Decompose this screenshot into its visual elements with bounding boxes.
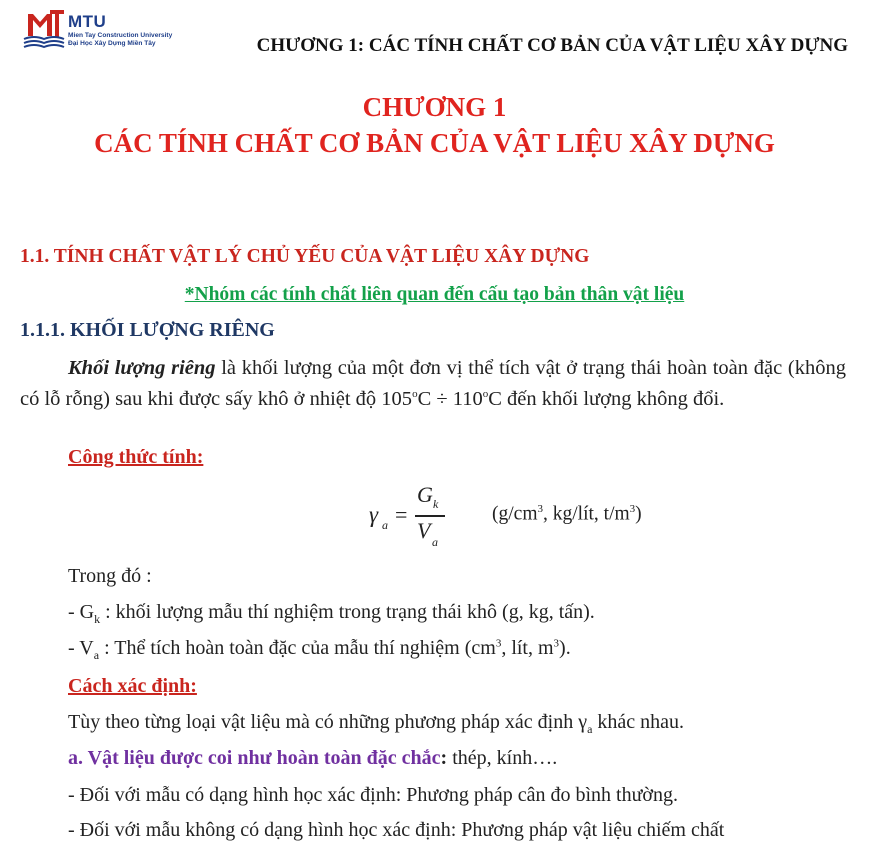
- group-heading: *Nhóm các tính chất liên quan đến cấu tạo bản thân vật liệu: [184, 284, 685, 305]
- method-text: Tùy theo từng loại vật liệu mà có những phương pháp xác định $\gamma_a$ khác nhau.: [68, 711, 685, 736]
- item-a-label: a. Vật liệu được coi như hoàn toàn đặc chắc: [68, 747, 441, 769]
- formula-numerator: G: [417, 482, 433, 507]
- formula-denominator-sub: a: [432, 535, 438, 549]
- chapter-number: CHƯƠNG 1: [362, 92, 507, 122]
- fraction-bar: [415, 515, 445, 517]
- bullet-geometric-sample: - Đối với mẫu có dạng hình học xác định: Phương pháp cân đo bình thường.: [68, 784, 678, 806]
- logo-sub-en: Mien Tay Construction University: [68, 32, 173, 39]
- bullet-irregular-sample: - Đối với mẫu không có dạng hình học xác định: Phương pháp vật liệu chiếm chất: [68, 819, 725, 841]
- formula-label: Công thức tính:: [68, 446, 204, 468]
- va-definition: - $V_a$ : Thể tích hoàn toàn đặc của mẫu thí nghiệm ($cm^3$, lít, $m^3$).: [68, 637, 571, 662]
- running-header-title: CHƯƠNG 1: CÁC TÍNH CHẤT CƠ BẢN CỦA VẬT LIỆU XÂY DỰNG: [256, 35, 848, 56]
- gk-definition: - $G_k$ : khối lượng mẫu thí nghiệm trong trạng thái khô (g, kg, tấn).: [68, 601, 595, 626]
- item-a: a. Vật liệu được coi như hoàn toàn đặc chắc: thép, kính….: [68, 747, 558, 769]
- logo-name: MTU: [68, 12, 107, 31]
- chapter-title: CÁC TÍNH CHẤT CƠ BẢN CỦA VẬT LIỆU XÂY DỰNG: [94, 128, 775, 158]
- definition-term: Khối lượng riêng: [68, 357, 216, 379]
- formula-numerator-sub: k: [433, 497, 439, 511]
- formula-equals: =: [395, 502, 408, 527]
- logo-sub-vi: Đại Học Xây Dựng Miền Tây: [68, 40, 156, 47]
- mtu-logo-icon: [22, 8, 66, 54]
- formula-units: ($g/cm^3$, kg/lít, $t/m^3$): [492, 503, 642, 525]
- definition-text: Khối lượng riêng là khối lượng của một đơn vị thể tích vật ở trạng thái hoàn toàn đặc (không có lỗ rỗng) sau khi được sấy khô ở nhiệt độ $105^oC \div 110^oC$ đến khối lượng không đổi.: [20, 357, 846, 410]
- where-label: Trong đó :: [68, 565, 152, 587]
- logo-text: [68, 12, 172, 48]
- density-formula: [365, 480, 455, 552]
- definition-paragraph: [20, 356, 846, 412]
- formula-lhs: γ: [369, 502, 379, 527]
- formula-lhs-sub: a: [382, 518, 388, 532]
- section-heading-1-1-1: 1.1.1. KHỐI LƯỢNG RIÊNG: [20, 319, 275, 341]
- formula-denominator: V: [417, 518, 431, 543]
- section-heading-1-1: 1.1. TÍNH CHẤT VẬT LÝ CHỦ YẾU CỦA VẬT LIỆU XÂY DỰNG: [20, 246, 590, 267]
- method-label: Cách xác định:: [68, 675, 197, 697]
